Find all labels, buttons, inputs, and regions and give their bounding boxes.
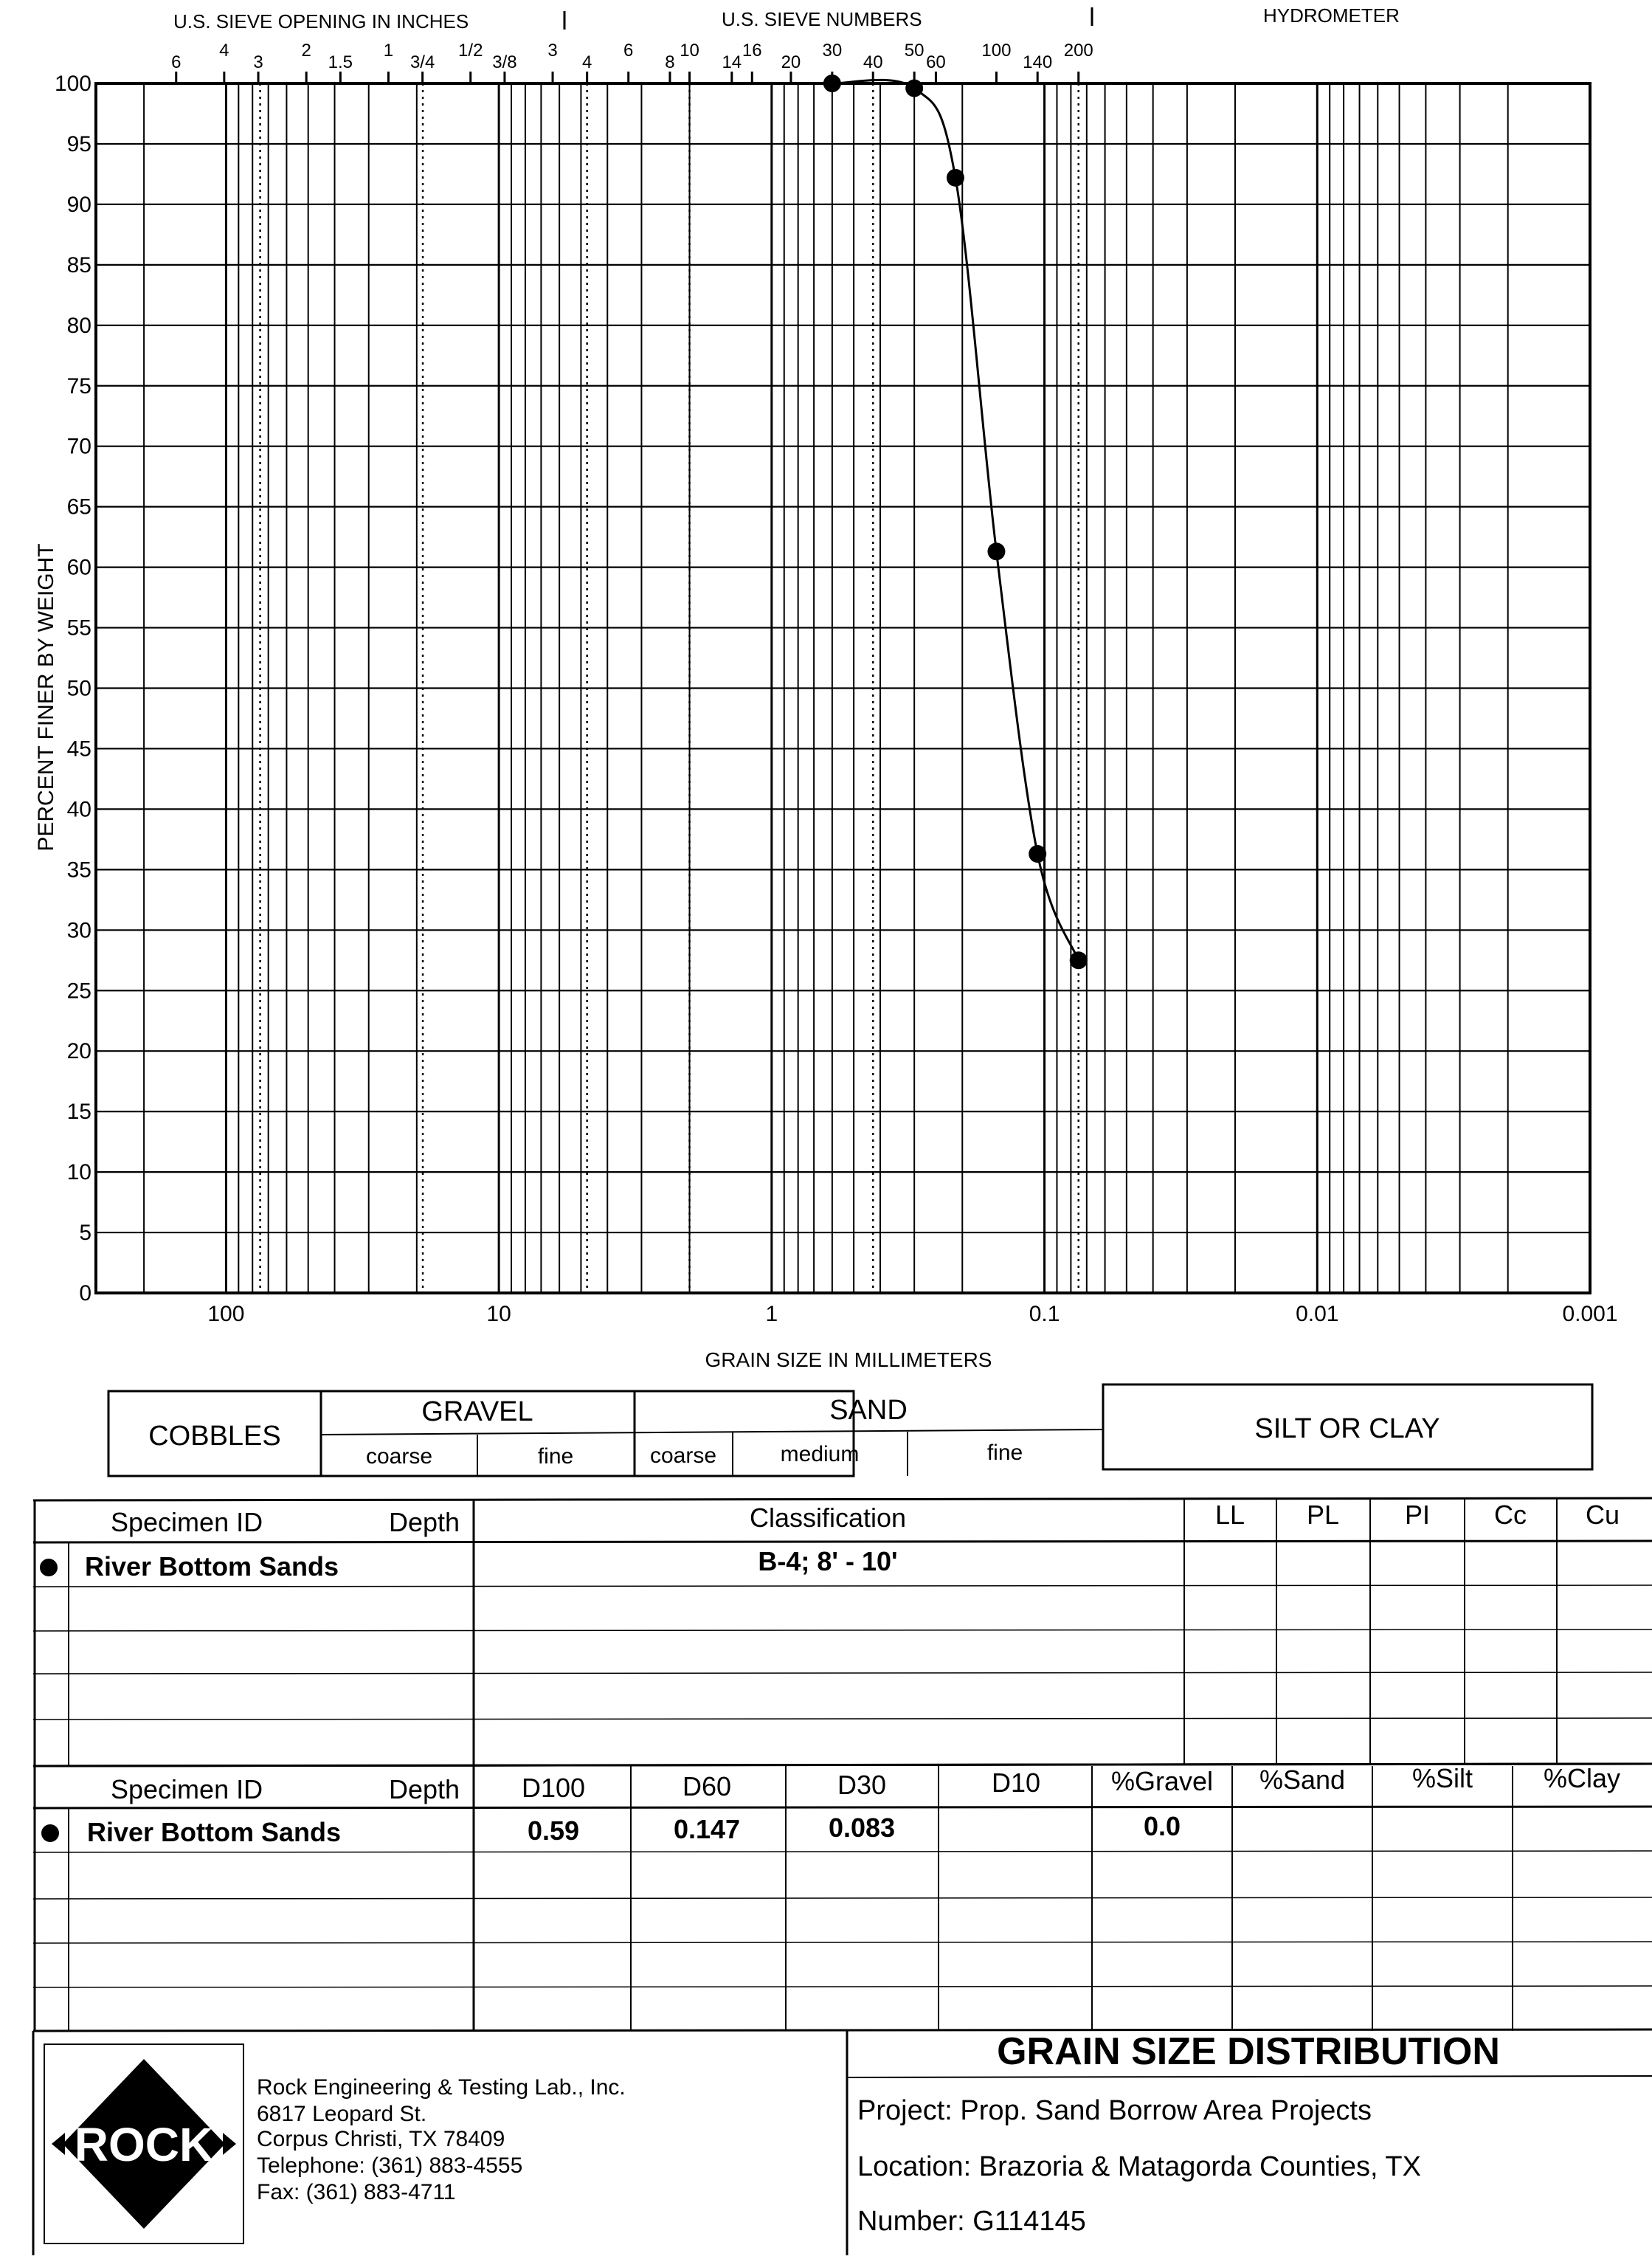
sieve-label: 1/2 xyxy=(458,41,483,61)
sieve-label: 4 xyxy=(219,41,229,61)
data-point xyxy=(1070,951,1088,969)
t1-header-classification: Classification xyxy=(749,1503,907,1533)
gravel-label: GRAVEL xyxy=(421,1396,533,1427)
sieve-label: 10 xyxy=(680,41,699,61)
t1-header-pi: PI xyxy=(1404,1500,1431,1530)
report-title: GRAIN SIZE DISTRIBUTION xyxy=(997,2030,1500,2073)
sieve-label: 3/4 xyxy=(409,52,435,72)
sieve-label: 1.5 xyxy=(328,52,353,72)
x-tick-label: 0.001 xyxy=(1562,1302,1618,1326)
project-line: Project: Prop. Sand Borrow Area Projects xyxy=(857,2095,1372,2126)
t2-row1-gravel: 0.0 xyxy=(1143,1811,1181,1841)
y-tick-label: 0 xyxy=(79,1281,91,1306)
sieve-label: 4 xyxy=(581,52,592,72)
sieve-label: 40 xyxy=(863,52,883,72)
x-tick-label: 100 xyxy=(207,1302,245,1326)
sieve-label: 6 xyxy=(171,52,182,72)
x-tick-label: 0.01 xyxy=(1296,1302,1339,1326)
y-tick-label: 35 xyxy=(66,858,91,883)
number-line: Number: G114145 xyxy=(857,2206,1086,2237)
t1-row1-specimen: River Bottom Sands xyxy=(85,1551,339,1582)
data-point xyxy=(823,75,841,92)
gravel-coarse-label: coarse xyxy=(365,1444,433,1469)
t2-row1-d60: 0.147 xyxy=(673,1814,741,1844)
logo-text: ROCK xyxy=(74,2118,214,2171)
sieve-label: 1 xyxy=(383,41,394,61)
y-tick-label: 70 xyxy=(66,434,91,459)
sieve-labels xyxy=(171,41,1093,83)
y-axis-label: PERCENT FINER BY WEIGHT xyxy=(34,543,58,852)
series-river-bottom-sands xyxy=(823,75,1088,969)
data-point xyxy=(1029,845,1046,863)
t1-header-depth: Depth xyxy=(389,1507,460,1537)
t2-header-clay: %Clay xyxy=(1543,1763,1621,1793)
sieve-label: 3/8 xyxy=(492,52,517,72)
t2-header-depth: Depth xyxy=(389,1774,460,1804)
cobbles-label: COBBLES xyxy=(148,1421,281,1452)
y-axis-ticks xyxy=(55,72,91,1306)
y-tick-label: 30 xyxy=(66,918,91,943)
sieve-label: 14 xyxy=(722,52,742,72)
t1-header-ll: LL xyxy=(1214,1500,1245,1530)
company-phone: Telephone: (361) 883-4555 xyxy=(257,2153,523,2178)
rock-logo xyxy=(52,2059,236,2229)
sieve-label: 50 xyxy=(904,41,925,61)
company-address-1: 6817 Leopard St. xyxy=(257,2102,427,2126)
sand-label: SAND xyxy=(829,1395,908,1426)
data-point xyxy=(987,542,1005,560)
x-tick-label: 0.1 xyxy=(1029,1302,1060,1326)
sieve-label: 60 xyxy=(926,52,946,72)
x-axis-ticks xyxy=(207,1302,1617,1326)
sieve-label: 3 xyxy=(253,52,263,72)
y-tick-label: 85 xyxy=(66,252,91,277)
t1-row1-marker xyxy=(40,1559,58,1576)
y-tick-label: 80 xyxy=(66,313,91,338)
y-tick-label: 5 xyxy=(79,1221,91,1246)
t2-row1-d100: 0.59 xyxy=(527,1815,580,1846)
t2-row1-marker xyxy=(41,1824,59,1842)
series-curve xyxy=(832,80,1079,960)
y-tick-label: 100 xyxy=(54,72,91,96)
y-tick-label: 45 xyxy=(66,737,91,762)
location-line: Location: Brazoria & Matagorda Counties, TX xyxy=(857,2151,1421,2182)
t2-header-sand: %Sand xyxy=(1259,1765,1346,1795)
sieve-label: 140 xyxy=(1023,52,1053,72)
classification-table xyxy=(33,1498,1652,1766)
sieve-inches-title: U.S. SIEVE OPENING IN INCHES xyxy=(173,10,469,32)
y-tick-label: 15 xyxy=(66,1100,91,1125)
sieve-label: 20 xyxy=(781,52,801,72)
y-tick-label: 50 xyxy=(66,676,91,701)
company-fax: Fax: (361) 883-4711 xyxy=(257,2180,456,2204)
company-address-2: Corpus Christi, TX 78409 xyxy=(257,2127,505,2151)
y-tick-label: 95 xyxy=(66,131,91,156)
x-axis-label: GRAIN SIZE IN MILLIMETERS xyxy=(705,1348,992,1371)
sieve-label: 16 xyxy=(742,41,762,61)
sieve-label: 8 xyxy=(665,52,675,72)
t2-row1-d30: 0.083 xyxy=(828,1813,896,1843)
t2-header-d60: D60 xyxy=(682,1771,732,1801)
y-tick-label: 10 xyxy=(66,1160,91,1185)
t2-header-d30: D30 xyxy=(837,1770,887,1800)
t1-header-cu: Cu xyxy=(1585,1500,1620,1530)
y-tick-label: 75 xyxy=(66,373,91,399)
t2-row1-specimen: River Bottom Sands xyxy=(87,1817,342,1847)
y-tick-label: 55 xyxy=(66,615,91,641)
data-point xyxy=(905,80,923,97)
hydrometer-title: HYDROMETER xyxy=(1263,4,1400,27)
sieve-label: 200 xyxy=(1063,41,1093,61)
sieve-label: 6 xyxy=(623,41,634,61)
y-tick-label: 25 xyxy=(66,979,91,1004)
company-name: Rock Engineering & Testing Lab., Inc. xyxy=(257,2075,626,2100)
x-tick-label: 1 xyxy=(765,1302,778,1326)
y-tick-label: 60 xyxy=(66,555,91,580)
t2-header-d10: D10 xyxy=(991,1767,1041,1798)
t1-header-pl: PL xyxy=(1306,1500,1340,1530)
y-tick-label: 65 xyxy=(66,494,91,520)
x-tick-label: 10 xyxy=(486,1302,511,1326)
plot-grid xyxy=(96,83,1590,1293)
gravel-fine-label: fine xyxy=(537,1444,574,1469)
sieve-numbers-title: U.S. SIEVE NUMBERS xyxy=(722,8,922,30)
sand-fine-label: fine xyxy=(986,1441,1023,1465)
y-tick-label: 20 xyxy=(66,1039,91,1064)
sieve-label: 3 xyxy=(547,41,558,61)
t2-header-gravel: %Gravel xyxy=(1110,1766,1214,1796)
gradation-table xyxy=(33,1764,1652,2031)
t2-header-silt: %Silt xyxy=(1411,1763,1473,1793)
sieve-label: 100 xyxy=(981,41,1012,61)
sieve-label: 2 xyxy=(301,41,311,61)
silt-clay-label: SILT OR CLAY xyxy=(1254,1413,1440,1444)
t2-header-d100: D100 xyxy=(521,1773,586,1803)
sand-coarse-label: coarse xyxy=(649,1444,717,1468)
y-tick-label: 90 xyxy=(66,192,91,217)
sieve-label: 30 xyxy=(822,41,843,61)
t2-header-specimen: Specimen ID xyxy=(111,1774,263,1804)
sand-medium-label: medium xyxy=(780,1442,860,1466)
t1-header-cc: Cc xyxy=(1494,1500,1527,1530)
t1-row1-classification: B-4; 8' - 10' xyxy=(758,1546,898,1576)
data-point xyxy=(947,169,964,187)
y-tick-label: 40 xyxy=(66,797,91,822)
t1-header-specimen: Specimen ID xyxy=(111,1507,263,1537)
